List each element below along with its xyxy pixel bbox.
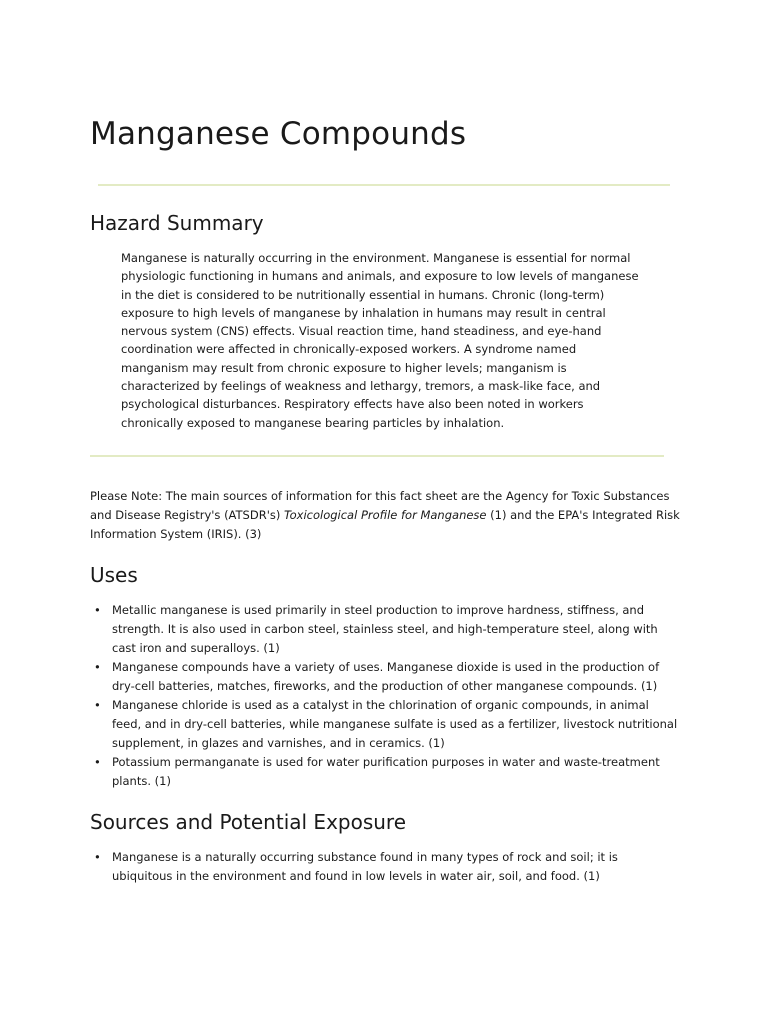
list-item-text: Potassium permanganate is used for water purification purposes in water and waste-treatment plants. (1): [112, 755, 660, 788]
hazard-summary-text: Manganese is naturally occurring in the environment. Manganese is essential for normal physiologic functioning in humans and animals, and exposure to low levels of manganese in the diet is considered to be nutritionally essential in humans. Chronic (long-term) exposure to high levels of manganese by inhalation in humans may result in central nervous system (CNS) effects. Visual reaction time, hand steadiness, and eye-hand coordination were affected in chronically-exposed workers. A syndrome named manganism may result from chronic exposure to higher levels; manganism is characterized by feelings of weakness and lethargy, tremors, a mask-like face, and psychological disturbances. Respiratory effects have also been noted in workers chronically exposed to manganese bearing particles by inhalation.: [121, 251, 639, 430]
list-item: [90, 696, 680, 753]
page-title: Manganese Compounds: [90, 116, 467, 152]
list-item-text: Metallic manganese is used primarily in steel production to improve hardness, stiffness, and strength. It is also used in carbon steel, stainless steel, and high-temperature steel, along with cast iron and superalloys. (1): [112, 603, 658, 655]
bullet-icon: •: [94, 698, 101, 712]
source-note-text-end: (1) and the EPA's Integrated Risk Information System (IRIS). (3): [90, 508, 680, 541]
bullet-icon: •: [94, 660, 101, 674]
uses-list: [90, 601, 680, 791]
source-note-text: Please Note: The main sources of information for this fact sheet are the Agency for Toxic Substances and Disease Registry's (ATSDR's): [90, 489, 670, 522]
sources-list: [90, 848, 680, 886]
list-item: [90, 753, 680, 791]
uses-heading: Uses: [90, 563, 138, 587]
bullet-icon: •: [94, 850, 101, 864]
list-item: [90, 848, 680, 886]
list-item-text: Manganese is a naturally occurring substance found in many types of rock and soil; it is ubiquitous in the environment and found in low levels in water air, soil, and food. (1): [112, 850, 618, 883]
bullet-icon: •: [94, 755, 101, 769]
summary-divider: [90, 455, 664, 457]
bullet-icon: •: [94, 603, 101, 617]
source-note-title: Toxicological Profile for Manganese: [284, 508, 487, 522]
list-item-text: Manganese chloride is used as a catalyst in the chlorination of organic compounds, in animal feed, and in dry-cell batteries, while manganese sulfate is used as a fertilizer, livestock nutritional supplement, in glazes and varnishes, and in ceramics. (1): [112, 698, 678, 750]
title-divider: [98, 184, 670, 186]
hazard-summary-heading: Hazard Summary: [90, 211, 264, 235]
sources-heading: Sources and Potential Exposure: [90, 810, 407, 834]
source-note: [90, 487, 680, 544]
list-item: [90, 601, 680, 658]
list-item-text: Manganese compounds have a variety of uses. Manganese dioxide is used in the production of dry-cell batteries, matches, fireworks, and the production of other manganese compounds. (1): [112, 660, 660, 693]
list-item: [90, 658, 680, 696]
